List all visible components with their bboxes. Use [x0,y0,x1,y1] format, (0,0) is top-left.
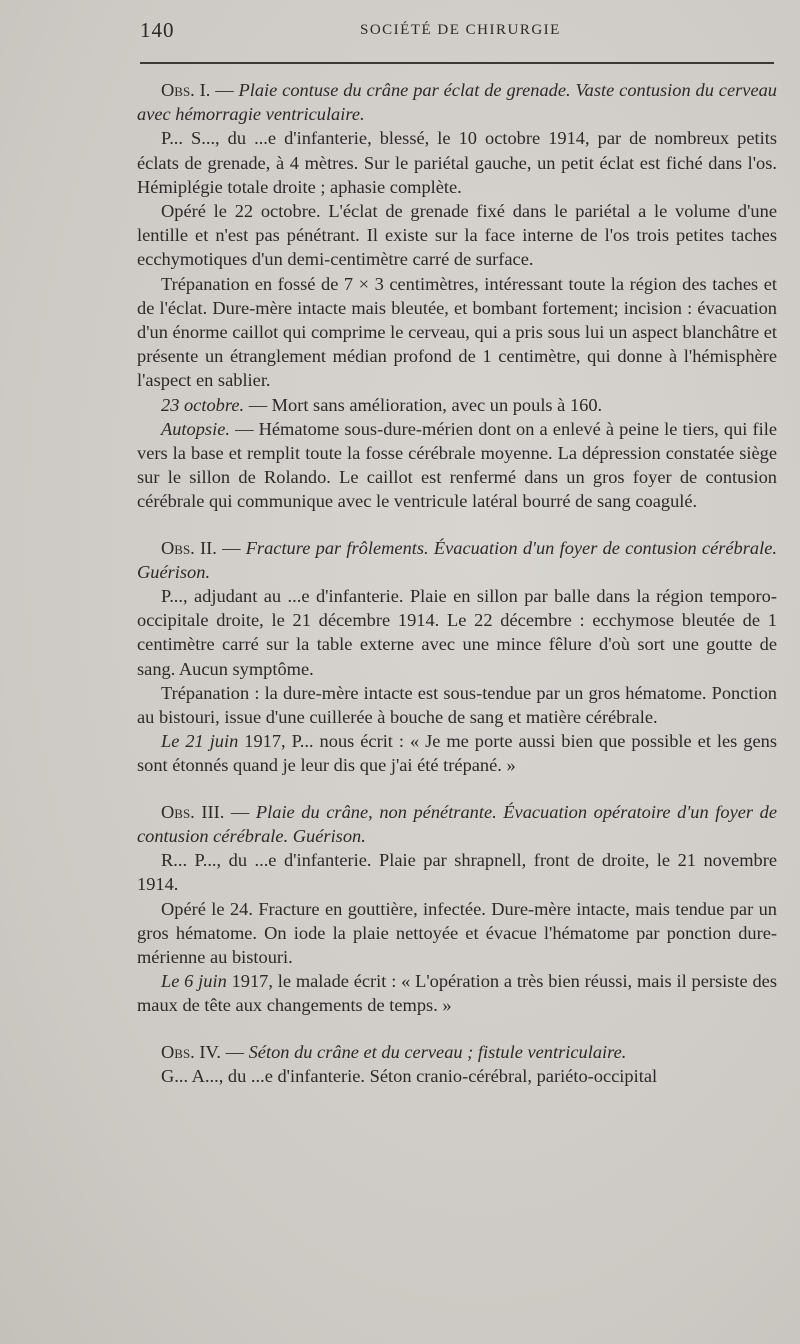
obs3-paragraph-1: R... P..., du ...e d'infanterie. Plaie par shrapnell, front de droite, le 21 novembre 1914. [137,850,777,895]
observation-2 [137,536,777,778]
obs1-autopsy-text: — Hématome sous-dure-mérien dont on a enlevé à peine le tiers, qui file vers la base et remplit toute la fosse cérébrale moyenne. La dépression constatée siège sur le sillon de Rolando. Le caillot est renfermé dans un gros foyer de contusion cérébrale qui communique avec le ventricule latéral bourré de sang coagulé. [137,418,777,512]
obs1-heading [137,78,777,126]
obs1-paragraph-2: Opéré le 22 octobre. L'éclat de grenade fixé dans le pariétal a le volume d'une lentille et n'est pas pénétrant. Il existe sur la face interne de l'os trois petites taches ecchymotiques d'un demi-centimètre carré de surface. [137,201,777,270]
obs2-dash: — [216,537,246,558]
page-header [0,18,800,46]
observation-3 [137,800,777,1018]
running-head: SOCIÉTÉ DE CHIRURGIE [360,22,561,38]
obs2-heading [137,536,777,584]
obs1-date: 23 octobre. [161,394,245,415]
obs4-heading [137,1040,777,1064]
obs2-paragraph-2: Trépanation : la dure-mère intacte est sous-tendue par un gros hématome. Ponction au bistouri, issue d'une cuillerée à bouche de sang et matière cérébrale. [137,682,777,728]
obs1-paragraph-4 [137,393,777,417]
obs1-label: Obs. I. [161,80,211,100]
obs3-title: Plaie du crâne, non pénétrante. Évacuation opératoire d'un foyer de contusion cérébrale. Guérison. [137,801,777,846]
obs4-title: Séton du crâne et du cerveau ; fistule ventriculaire. [248,1041,627,1062]
page-number: 140 [140,18,175,42]
obs3-date: Le 6 juin [161,971,227,992]
obs2-date: Le 21 juin [161,731,239,752]
observation-4 [137,1040,777,1088]
obs1-autopsy-label: Autopsie. [161,418,230,439]
page-body [137,78,777,1088]
obs4-dash: — [221,1041,249,1062]
obs1-paragraph-1: P... S..., du ...e d'infanterie, blessé, le 10 octobre 1914, par de nombreux petits éclats de grenade, à 4 mètres. Sur le pariétal gauche, un petit éclat est fiché dans l'os. Hémiplégie totale droite ; aphasie complète. [137,128,777,197]
obs2-paragraph-3 [137,729,777,777]
obs3-letter: 1917, le malade écrit : « L'opération a très bien réussi, mais il persiste des maux de tête aux changements de temps. » [137,971,777,1016]
obs4-paragraph-1: G... A..., du ...e d'infanterie. Séton cranio-cérébral, pariéto-occipital [161,1065,658,1086]
obs3-paragraph-3 [137,969,777,1017]
obs3-paragraph-2: Opéré le 24. Fracture en gouttière, infectée. Dure-mère intacte, mais tendue par un gros hématome. On iode la plaie nettoyée et évacue l'hématome par ponction dure-mérienne au bistouri. [137,898,777,967]
header-rule [140,62,774,64]
observation-1 [137,78,777,514]
obs2-label: Obs. II. [161,537,217,558]
obs2-paragraph-1: P..., adjudant au ...e d'infanterie. Plaie en sillon par balle dans la région temporo-occipitale droite, le 21 décembre 1914. Le 22 décembre : ecchymose bleutée de 1 centimètre carré sur la table externe avec une mince fêlure d'où sort une goutte de sang. Aucun symptôme. [137,586,777,679]
obs1-outcome: — Mort sans amélioration, avec un pouls à 160. [244,394,603,415]
obs1-paragraph-3: Trépanation en fossé de 7 × 3 centimètres, intéressant toute la région des taches et de l'éclat. Dure-mère intacte mais bleutée, et bombant fortement; incision : évacuation d'un énorme caillot qui comprime le cerveau, qui a pris sous lui un aspect blanchâtre et présente un étranglement médian profond de 1 centimètre, qui donne à l'hémisphère l'aspect en sablier. [137,273,777,391]
obs3-heading [137,800,777,848]
obs1-dash: — [210,80,239,100]
obs3-label: Obs. III. [161,801,225,822]
obs3-dash: — [224,801,256,822]
obs4-label: Obs. IV. [161,1041,222,1062]
obs2-letter: 1917, P... nous écrit : « Je me porte aussi bien que possible et les gens sont étonnés quand je leur dis que j'ai été trépané. » [137,731,777,776]
obs2-title: Fracture par frôlements. Évacuation d'un foyer de contusion cérébrale. Guérison. [137,537,777,582]
obs1-paragraph-5 [137,417,777,514]
obs1-title: Plaie contuse du crâne par éclat de grenade. Vaste contusion du cerveau avec hémorragie ventriculaire. [137,80,777,125]
